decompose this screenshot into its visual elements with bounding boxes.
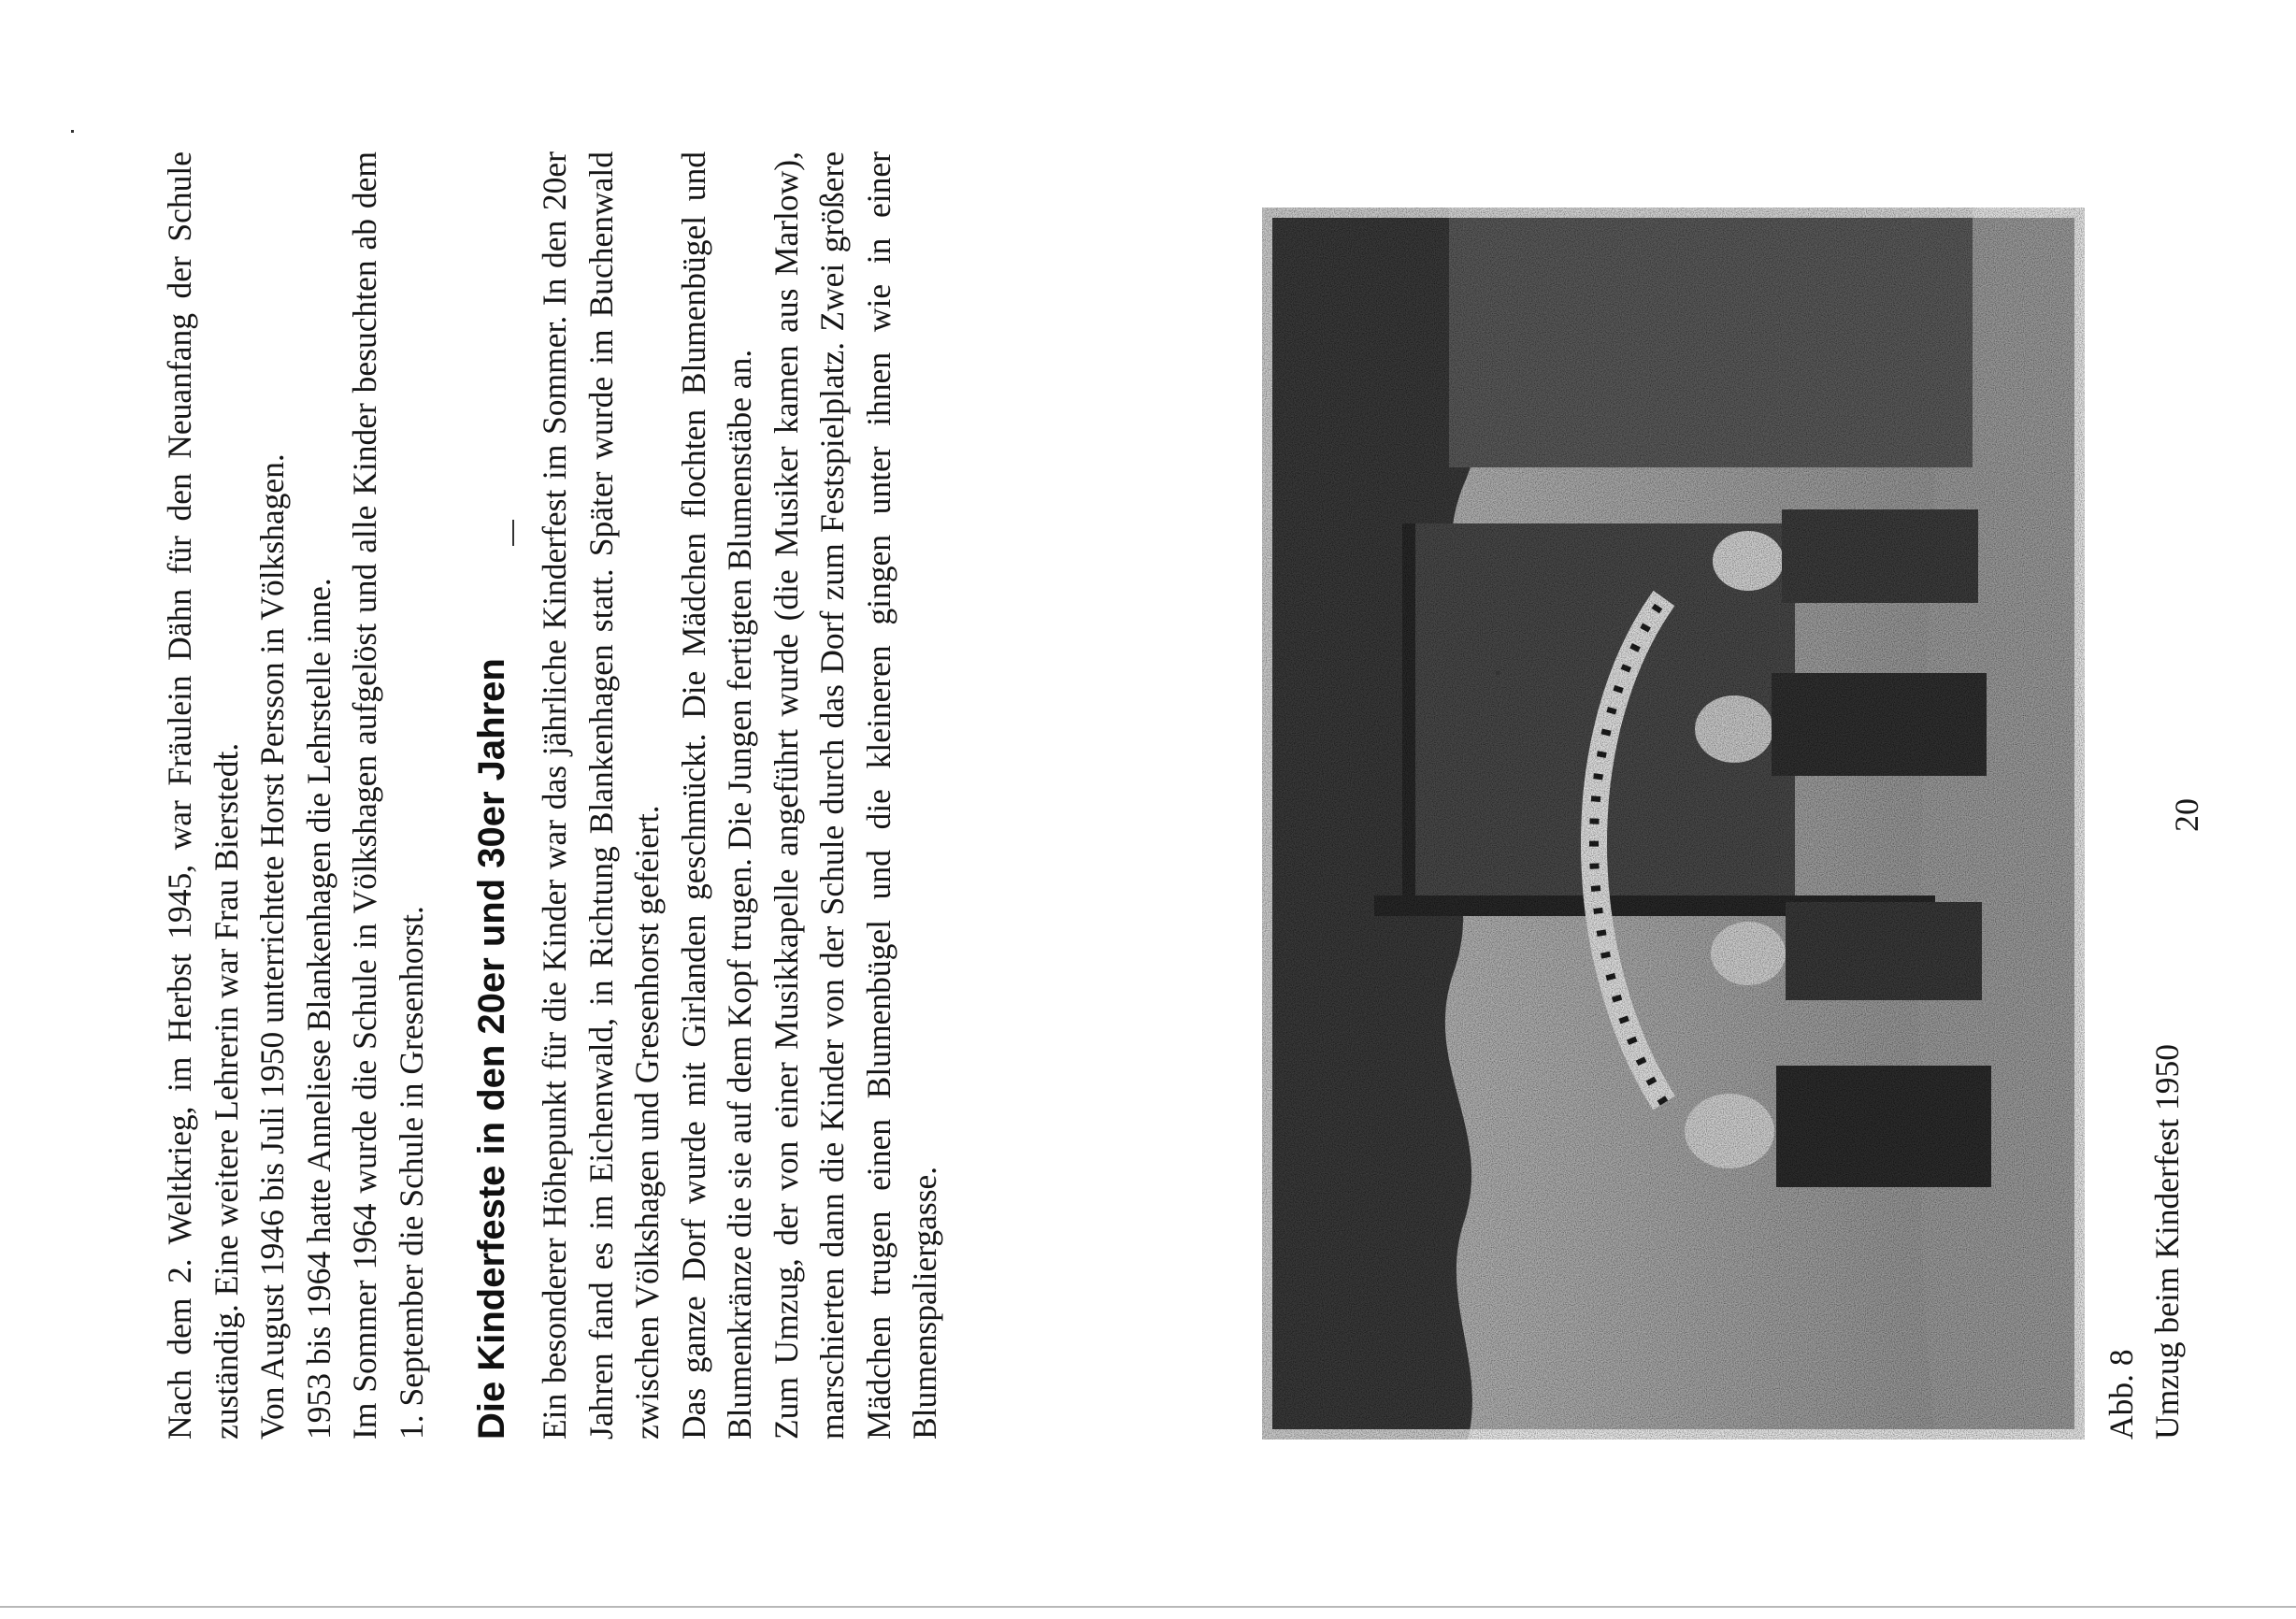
paragraph-festival-location: Ein besonderer Höhepunkt für die Kinder war das jährliche Kinderfest im Sommer. In den 20er Jahren fand es im Eichenwald, in Richtung Blankenhagen statt. Später wurde im Buchenwald zwischen Völkshagen und Gresenhorst gefeiert. [536,151,666,1440]
body-text [157,151,949,1440]
procession-photo [1262,208,2085,1440]
figure-caption-text: Umzug beim Kinderfest 1950 [2148,1044,2186,1440]
paragraph-blankenhagen: 1953 bis 1964 hatte Anneliese Blankenhagen die Lehrstelle inne. [299,578,337,1440]
figure-head [1713,531,1784,591]
paragraph-persson: Von August 1946 bis Juli 1950 unterrichtete Horst Persson in Völkshagen. [253,453,291,1440]
scan-fold-line [0,1606,2296,1608]
paragraph-decorations: Das ganze Dorf wurde mit Girlanden geschmückt. Die Mädchen flochten Blumenbügel und Blumenkränze die sie auf dem Kopf trugen. Die Jungen fertigten Blumenstäbe an. [674,151,758,1440]
gate-rail [1402,523,1415,916]
paragraph-postwar-teachers: Nach dem 2. Weltkrieg, im Herbst 1945, war Fräulein Dähn für den Neuanfang der Schule zuständig. Eine weitere Lehrerin war Frau Bierstedt. [161,151,245,1440]
figure-caption [2099,1044,2190,1440]
figure-body [1776,1066,1991,1187]
paragraph-procession: Zum Umzug, der von einer Musikkapelle angeführt wurde (die Musiker kamen aus Marlow), marschierten dann die Kinder von der Schule durch das Dorf zum Festspielplatz. Zwei größere Mädchen trugen einen Blumenbügel und die kleineren gingen unter ihnen wie in einer Blumenspaliergasse. [767,151,943,1440]
stray-dot [71,130,74,133]
section-heading: Die Kinderfeste in den 20er und 30er Jahren [471,658,512,1440]
stray-dot [1496,671,1500,675]
right-hedge [1449,208,1973,467]
figure-head [1695,695,1773,763]
stray-dash [512,520,514,546]
figure-body [1772,673,1987,776]
figure-head [1685,1094,1774,1168]
figure-body [1782,509,1978,603]
page-number: 20 [2168,798,2205,832]
figure-head [1711,922,1786,985]
figure-body [1786,902,1982,1000]
figure-label: Abb. 8 [2102,1349,2140,1440]
paragraph-school-closure: Im Sommer 1964 wurde die Schule in Völkshagen aufgelöst und alle Kinder besuchten ab dem 1. September die Schule in Gresenhorst. [346,151,430,1440]
